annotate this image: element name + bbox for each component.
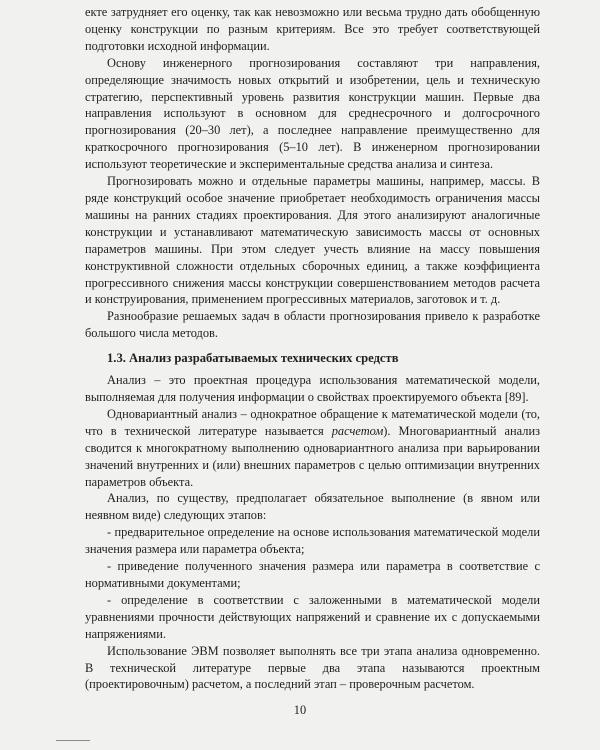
paragraph-forecasting-directions: Основу инженерного прогнозирования составляют три направления, определяющие значимость новых открытий и изобретении, цель и техническую стратегию, перспективный уровень развития конструкции машин. Первые два направления используют в основном для среднесрочного и долгосрочного прогнозирования (20–30 лет), а последнее направление преимущественно для краткосрочного прогнозирования (5–10 лет). В инженерном прогнозировании используют теоретические и экспериментальные средства анализа и синтеза. (85, 55, 540, 172)
single-variant-text-end: ). Многовариантный анализ сводится к многократному выполнению одновариантного анализа при варьировании значений внутренних и (или) внешних параметров с целью оптимизации внутренних параметров объекта. (85, 423, 541, 489)
stage-item-3: - определение в соответствии с заложенными в математической модели уравнениями прочности действующих напряжений и сравнение их с допускаемыми напряжениями. (85, 592, 540, 641)
paragraph-methods: Разнообразие решаемых задач в области прогнозирования привело к разработке большого числа методов. (85, 309, 540, 341)
paragraph-computer-usage: Использование ЭВМ позволяет выполнять все три этапа анализа одновременно. В технической литературе первые два этапа называются проектным (проектировочным) расчетом, а последний этап – проверочным расчетом. (85, 643, 540, 692)
paragraph-single-variant-analysis (85, 406, 540, 491)
single-variant-text-start: Одновариантный анализ – однократное обращение к математической модели (то, что в технической литературе называется (85, 406, 540, 438)
section-heading: 1.3. Анализ разрабатываемых технических средств (107, 351, 399, 366)
stage-item-1: - предварительное определение на основе использования математической модели значения размера или параметра объекта; (85, 525, 540, 557)
paragraph-analysis-definition: Анализ – это проектная процедура использования математической модели, выполняемая для получения информации о свойствах проектируемого объекта [89]. (85, 373, 540, 405)
paragraph-continuation: екте затрудняет его оценку, так как невозможно или весьма трудно дать обобщенную оценку конструкции по разным критериям. Все это требует соответствующей подготовки исходной информации. (85, 5, 540, 53)
stage-item-2: - приведение полученного значения размера или параметра в соответствие с нормативными документами; (85, 559, 540, 590)
page-text (85, 4, 540, 693)
paragraph-stages-intro: Анализ, по существу, предполагает обязательное выполнение (в явном или неявном виде) следующих этапов: (85, 491, 540, 523)
scan-edge-mark (56, 740, 90, 741)
paragraph-mass-forecasting: Прогнозировать можно и отдельные параметры машины, например, массы. В ряде конструкций особое значение приобретает необходимость ограничения массы машины на ранних стадиях проектирования. Для этого анализируют аналогичные конструкции и устанавливают математическую зависимость массы от основных параметров машины. При этом следует учесть влияние на массу повышения конструктивной сложности отдельных сборочных единиц, а также коэффициента прогрессивного снижения массы конструкции совершенствованием методов расчета и конструирования, применением прогрессивных материалов, заготовок и т. д. (85, 174, 540, 307)
emphasis-term: расчетом (331, 423, 384, 438)
page-number: 10 (293, 703, 307, 717)
